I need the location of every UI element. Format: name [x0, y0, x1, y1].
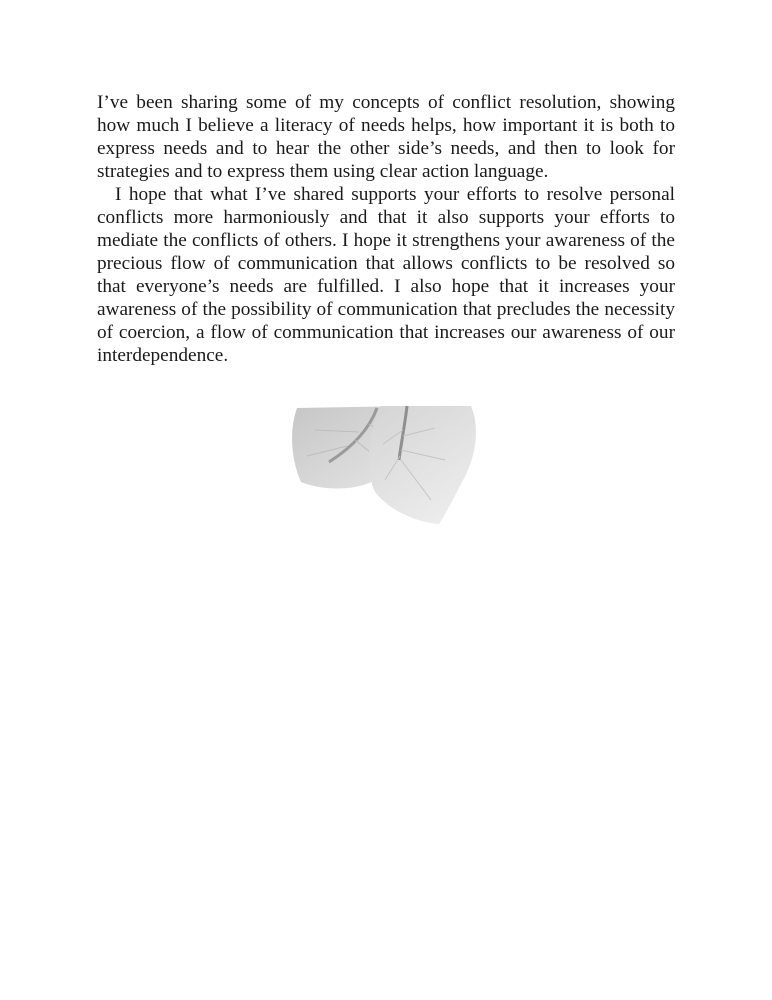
paragraph-1: I’ve been sharing some of my concepts of conflict resolution, showing how much I believe a literacy of needs helps, how important it is both to express needs and to hear the other side’s needs, and then to look for strategies and to express them using clear action language. [97, 92, 675, 182]
leaf-front [369, 406, 476, 524]
leaves-icon [285, 400, 485, 530]
body-text [97, 91, 675, 367]
paragraph-2: I hope that what I’ve shared supports your efforts to resolve personal conflicts more harmoniously and that it also supports your efforts to mediate the conflicts of others. I hope it strengthens your awareness of the precious flow of communication that allows conflicts to be resolved so that everyone’s needs are fulfilled. I also hope that it increases your awareness of the possibility of communication that precludes the necessity of coercion, a flow of communication that increases our awareness of our interdependence. [97, 184, 675, 366]
